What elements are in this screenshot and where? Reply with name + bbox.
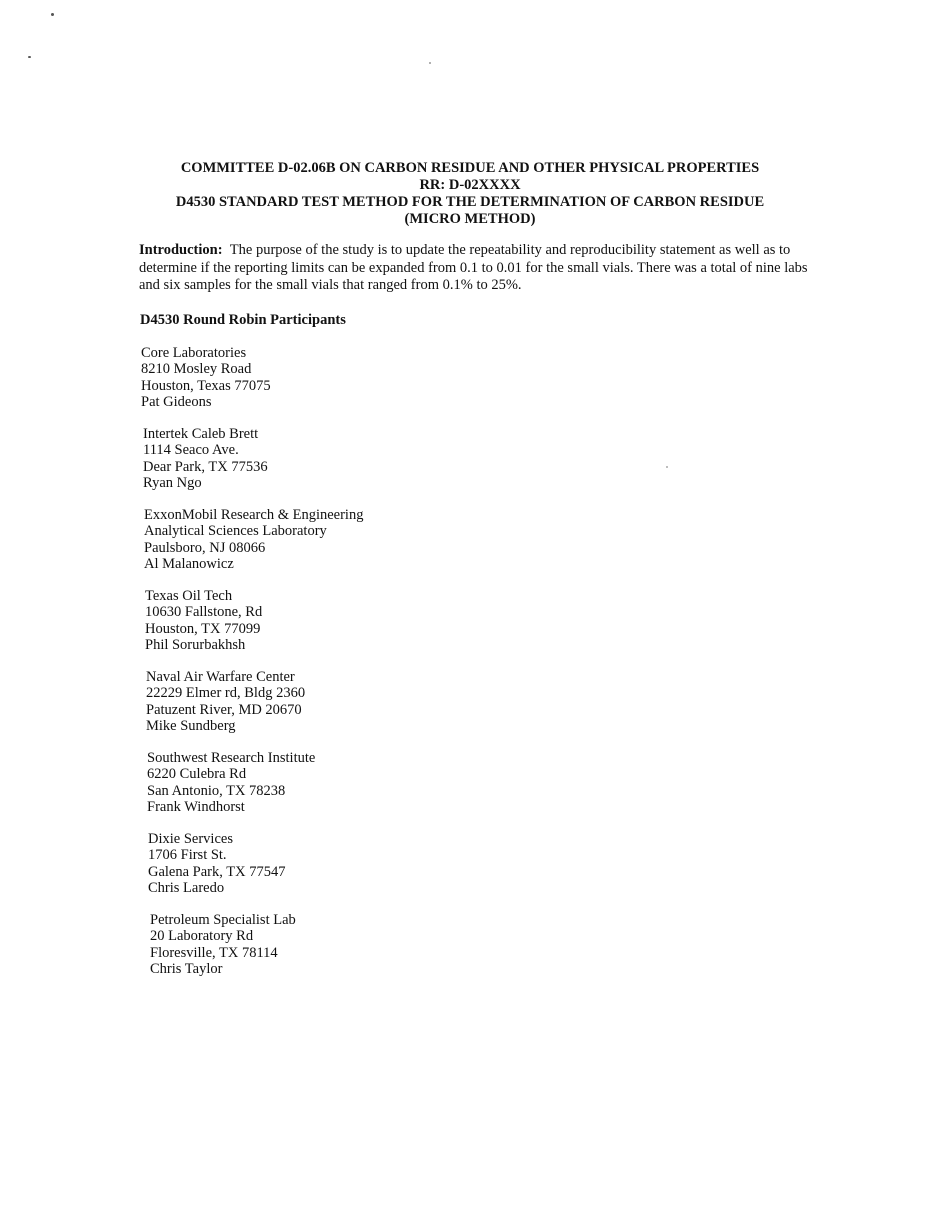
- participant-contact: Chris Laredo: [148, 879, 225, 896]
- participant-address: 10630 Fallstone, Rd: [145, 604, 263, 621]
- participant-block: [148, 831, 285, 896]
- participant-contact: Ryan Ngo: [143, 474, 202, 491]
- participant-contact: Phil Sorurbakhsh: [145, 636, 246, 653]
- participant-org: Intertek Caleb Brett: [143, 426, 259, 442]
- participant-city: Houston, TX 77099: [145, 620, 261, 637]
- participant-city: Galena Park, TX 77547: [148, 863, 286, 880]
- participant-org: Naval Air Warfare Center: [146, 669, 295, 685]
- scan-speck: [429, 62, 431, 64]
- participant-block: [144, 507, 363, 572]
- intro-line: determine if the reporting limits can be expanded from 0.1 to 0.01 for the small vials. There was a total of nine labs: [139, 259, 808, 276]
- participant-address: 1706 First St.: [148, 847, 227, 864]
- participant-address: 22229 Elmer rd, Bldg 2360: [146, 685, 306, 702]
- intro-line: and six samples for the small vials that ranged from 0.1% to 25%.: [139, 277, 522, 293]
- method-title: D4530 STANDARD TEST METHOD FOR THE DETERMINATION OF CARBON RESIDUE: [175, 194, 765, 210]
- participant-contact: Al Malanowicz: [144, 555, 234, 572]
- participant-org: Southwest Research Institute: [147, 750, 316, 766]
- participant-block: [143, 426, 268, 491]
- participant-org: Core Laboratories: [141, 345, 247, 361]
- document-header: [140, 160, 800, 228]
- intro-line: [139, 242, 807, 260]
- participant-city: Floresville, TX 78114: [150, 944, 278, 961]
- participant-address: Analytical Sciences Laboratory: [144, 523, 327, 540]
- participant-block: [146, 669, 305, 734]
- participant-org: Dixie Services: [148, 831, 233, 847]
- method-subtitle: (MICRO METHOD): [404, 211, 536, 227]
- committee-title: COMMITTEE D-02.06B ON CARBON RESIDUE AND OTHER PHYSICAL PROPERTIES: [180, 160, 760, 176]
- participant-city: Houston, Texas 77075: [141, 377, 271, 394]
- participant-city: Dear Park, TX 77536: [143, 458, 268, 475]
- participant-city: Paulsboro, NJ 08066: [144, 539, 266, 556]
- scan-speck: [28, 56, 31, 58]
- participant-block: [145, 588, 262, 653]
- participant-block: [150, 912, 296, 977]
- intro-label: Introduction:: [139, 242, 223, 258]
- participant-city: San Antonio, TX 78238: [147, 782, 286, 799]
- scan-speck: [666, 466, 668, 468]
- introduction-paragraph: [139, 242, 807, 295]
- participant-address: 8210 Mosley Road: [141, 361, 252, 378]
- participant-org: Texas Oil Tech: [145, 588, 233, 604]
- participant-contact: Chris Taylor: [150, 960, 223, 977]
- participants-heading: D4530 Round Robin Participants: [140, 312, 346, 328]
- participant-contact: Frank Windhorst: [147, 798, 245, 815]
- participant-city: Patuzent River, MD 20670: [146, 701, 302, 718]
- participant-block: [141, 345, 271, 410]
- participant-address: 20 Laboratory Rd: [150, 928, 254, 945]
- rr-number: RR: D-02XXXX: [419, 177, 521, 193]
- participant-org: ExxonMobil Research & Engineering: [144, 507, 364, 523]
- participant-contact: Mike Sundberg: [146, 717, 236, 734]
- participant-contact: Pat Gideons: [141, 393, 212, 410]
- scan-speck: [51, 13, 54, 16]
- participant-block: [147, 750, 315, 815]
- participant-address: 6220 Culebra Rd: [147, 766, 247, 783]
- intro-text: The purpose of the study is to update the repeatability and reproducibility statement as well as to: [229, 242, 791, 258]
- participant-address: 1114 Seaco Ave.: [143, 442, 239, 459]
- participant-org: Petroleum Specialist Lab: [150, 912, 296, 928]
